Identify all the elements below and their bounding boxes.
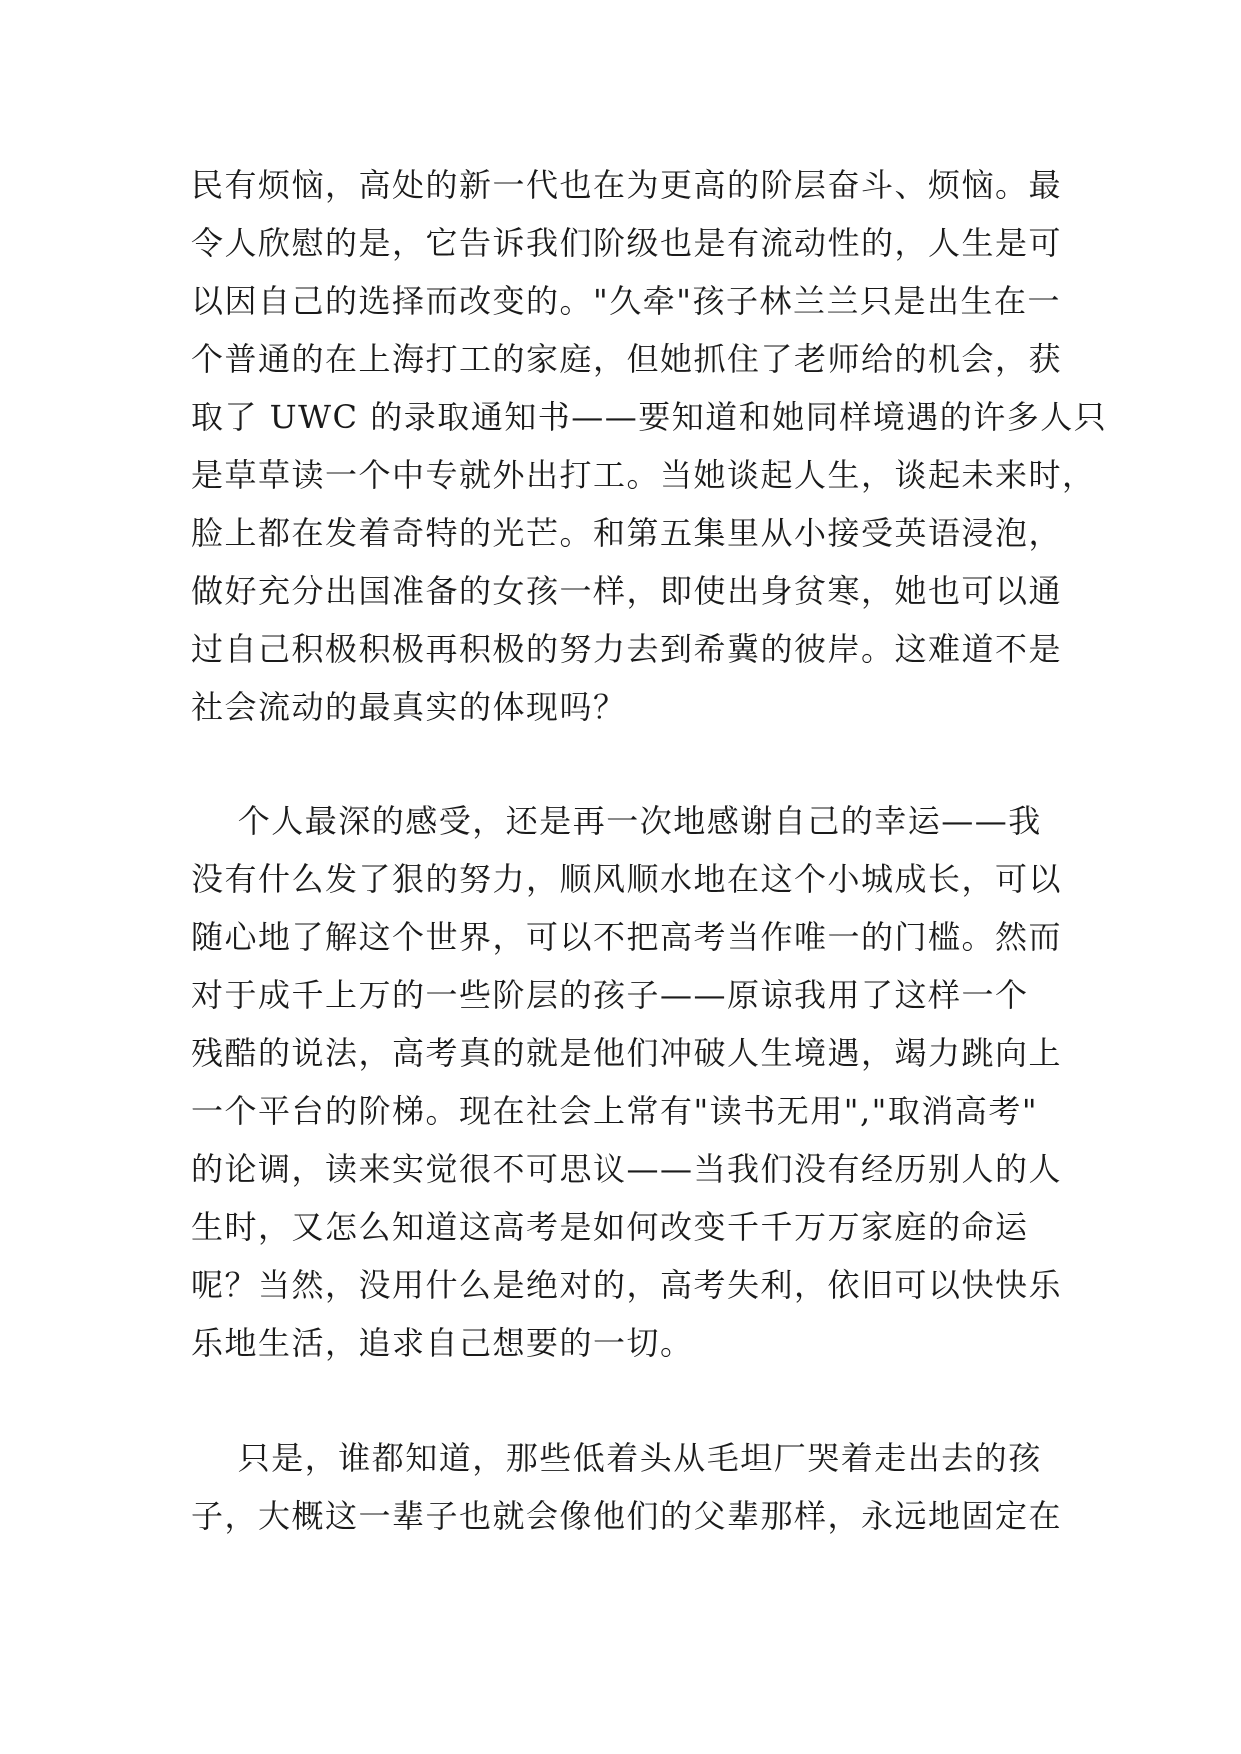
text-line: 残酷的说法，高考真的就是他们冲破人生境遇，竭力跳向上 [191, 1034, 1063, 1072]
paragraph-1 [191, 156, 1108, 736]
text-line: 个普通的在上海打工的家庭，但她抓住了老师给的机会，获 [191, 340, 1063, 378]
text-line: 脸上都在发着奇特的光芒。和第五集里从小接受英语浸泡， [191, 514, 1063, 552]
text-line: 子，大概这一辈子也就会像他们的父辈那样，永远地固定在 [191, 1497, 1063, 1535]
text-line: 只是，谁都知道，那些低着头从毛坦厂哭着走出去的孩 [191, 1439, 1042, 1477]
text-line: 乐地生活，追求自己想要的一切。 [191, 1324, 694, 1362]
text-line: 过自己积极积极再积极的努力去到希冀的彼岸。这难道不是 [191, 630, 1063, 668]
text-line: 以因自己的选择而改变的。"久牵"孩子林兰兰只是出生在一 [191, 282, 1061, 320]
paragraph-3 [191, 1429, 1063, 1545]
text-line: 民有烦恼，高处的新一代也在为更高的阶层奋斗、烦恼。最 [191, 166, 1063, 204]
text-line: 个人最深的感受，还是再一次地感谢自己的幸运——我 [191, 802, 1042, 840]
text-line: 没有什么发了狠的努力，顺风顺水地在这个小城成长，可以 [191, 860, 1063, 898]
text-line: 取了 UWC 的录取通知书——要知道和她同样境遇的许多人只 [191, 398, 1108, 436]
text-line: 是草草读一个中专就外出打工。当她谈起人生，谈起未来时， [191, 456, 1096, 494]
text-line: 一个平台的阶梯。现在社会上常有"读书无用","取消高考" [191, 1092, 1039, 1130]
paragraph-2 [191, 792, 1063, 1372]
text-line: 社会流动的最真实的体现吗？ [191, 688, 627, 726]
text-line: 随心地了解这个世界，可以不把高考当作唯一的门槛。然而 [191, 918, 1063, 956]
text-line: 做好充分出国准备的女孩一样，即使出身贫寒，她也可以通 [191, 572, 1063, 610]
text-line: 的论调，读来实觉很不可思议——当我们没有经历别人的人 [191, 1150, 1063, 1188]
text-line: 令人欣慰的是，它告诉我们阶级也是有流动性的，人生是可 [191, 224, 1063, 262]
text-line: 生时，又怎么知道这高考是如何改变千千万万家庭的命运 [191, 1208, 1029, 1246]
text-line: 对于成千上万的一些阶层的孩子——原谅我用了这样一个 [191, 976, 1029, 1014]
text-line: 呢？当然，没用什么是绝对的，高考失利，依旧可以快快乐 [191, 1266, 1063, 1304]
